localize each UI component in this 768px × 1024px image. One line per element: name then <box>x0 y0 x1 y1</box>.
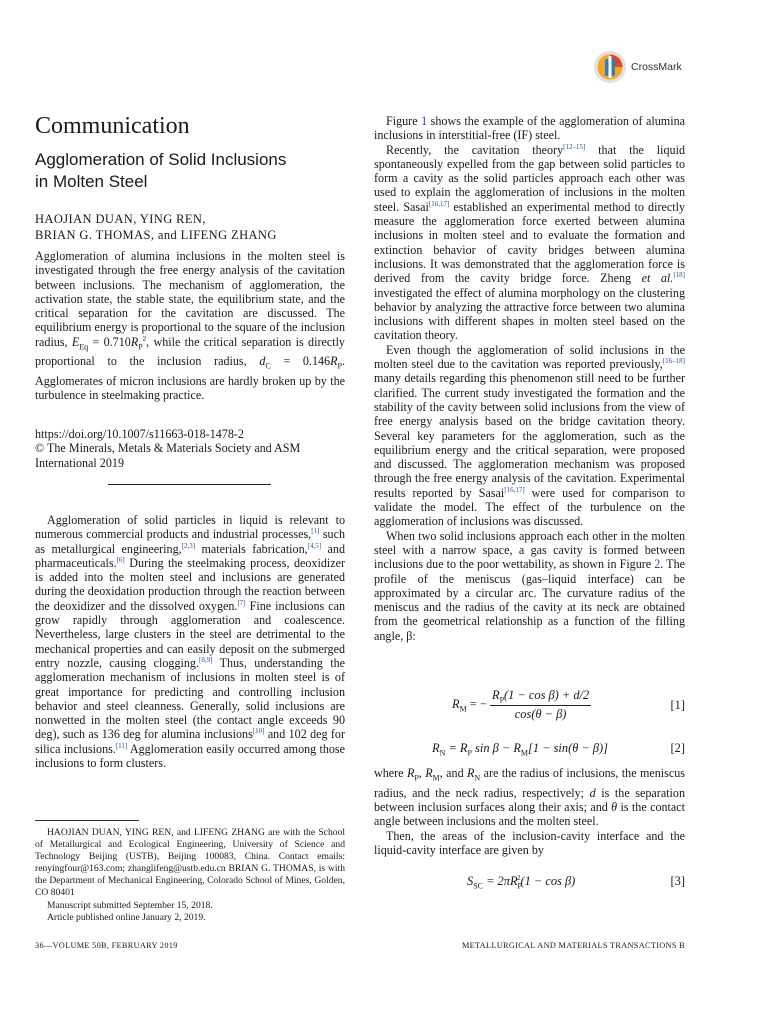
section-divider <box>108 484 271 485</box>
intro-paragraph: Agglomeration of solid particles in liquid is relevant to numerous commercial products and industrial processes,[1] such as metallurgical engineering,[2,3] materials fabrication,[4,5] and pharmaceuticals.[6] During the steelmaking process, deoxidizer is added into the molten steel and inclusions are generated during the deoxidation production through the reaction between the deoxidizer and the dissolved oxygen.[7] Fine inclusions can grow rapidly through agglomeration and coalescence. Nevertheless, large clusters in the steel are detrimental to the mechanical properties and can easily deposit on the submerged entry nozzle, causing clogging.[8,9] Thus, understanding the agglomeration mechanism of inclusions in molten steel is of great importance for predicting and controlling inclusion behavior and steel cleanness. Generally, solid inclusions are nonwetted in the molten steel (the contact angle exceeds 90 deg), such as 136 deg for alumina inclusions[10] and 102 deg for silica inclusions.[11] Agglomeration easily occurred among those inclusions to form clusters. <box>35 513 346 771</box>
equation-number: [1] <box>670 698 685 712</box>
title-line-2: in Molten Steel <box>35 172 148 191</box>
article-type-kicker: Communication <box>35 113 190 139</box>
affiliation-note: HAOJIAN DUAN, YING REN, and LIFENG ZHANG are with the School of Metallurgical and Ecological Engineering, University of Science and Technology Beijing (USTB), Beijing 100083, China. Contact emails: renyingfour@163.com; zhanglifeng@ustb.edu.cn BRIAN G. THOMAS, is with the Department of Mechanical Engineering, Colorado School of Mines, Golden, CO 80401 <box>35 827 345 899</box>
citation[interactable]: [18] <box>673 271 685 280</box>
citation[interactable]: [8,9] <box>199 655 213 664</box>
crossmark-icon <box>593 50 627 84</box>
authors-line-2: BRIAN G. THOMAS, and LIFENG ZHANG <box>35 228 277 242</box>
citation[interactable]: [4,5] <box>307 541 322 550</box>
citation[interactable]: [7] <box>237 598 246 607</box>
paragraph: When two solid inclusions approach each other in the molten steel with a narrow space, a gas cavity is formed between inclusions due to the poor wettability, as shown in Figure 2. The profile of the meniscus (gas–liquid interface) can be approximated by a circular arc. The curvature radius of the meniscus and the radius of the cavity at its neck are obtained from the geometrical relationship as a function of the filling angle, β: <box>374 528 685 643</box>
right-column-lower <box>374 766 685 857</box>
equation-number: [3] <box>670 874 685 888</box>
footnote-rule <box>35 820 139 821</box>
equation-1: $R_M$ = − $\frac{R_P(1 - \cos \beta) + d/2}{\cos(\theta - \beta)}$ [1] <box>452 688 685 722</box>
doi-link[interactable]: https://doi.org/10.1007/s11663-018-1478-2 <box>35 427 244 441</box>
citation[interactable]: [10] <box>252 727 265 736</box>
doi-block <box>35 427 345 470</box>
citation[interactable]: [16,17] <box>504 485 525 494</box>
equation-3: $S_{SC} = 2\pi R_P^2(1 - \cos \beta)$ [3] <box>467 874 685 891</box>
citation[interactable]: [16–18] <box>662 357 685 366</box>
submitted-date: Manuscript submitted September 15, 2018. <box>47 899 213 911</box>
page-footer-right: METALLURGICAL AND MATERIALS TRANSACTIONS B <box>461 941 685 950</box>
published-date: Article published online January 2, 2019. <box>47 911 206 923</box>
right-column <box>374 114 685 643</box>
paragraph: Even though the agglomeration of solid inclusions in the molten steel due to the cavitation was reported previously,[16–18] many details regarding this phenomenon still need to be further clarified. The current study investigated the formation and the stability of the cavity between solid inclusions from the view of free energy analysis based on the bridge cavitation theory. Several key parameters for the agglomeration, such as the equilibrium energy and the critical separation, were proposed and discussed. The agglomeration mechanism was proposed through the free energy analysis of the cavitation. Experimental results reported by Sasai[16,17] were used for comparison to validate the model. The effect of the turbulence on the agglomeration of inclusions was discussed. <box>374 342 685 529</box>
citation[interactable]: [11] <box>115 741 128 750</box>
citation[interactable]: [12–15] <box>563 142 586 151</box>
citation[interactable]: [2,3] <box>181 541 196 550</box>
authors-line-1: HAOJIAN DUAN, YING REN, <box>35 212 206 226</box>
equation-number: [2] <box>670 741 685 755</box>
fraction: $\frac{R_P(1 - \cos \beta) + d/2}{\cos(\theta - \beta)}$ <box>491 688 590 722</box>
crossmark-label: CrossMark <box>631 61 682 73</box>
figure-link[interactable]: 2 <box>654 557 661 572</box>
equation-2: $R_N = R_P$ $\sin \beta - R_M[1 - \sin(\theta - \beta)]$ [2] <box>432 741 685 758</box>
copyright-notice: © The Minerals, Metals & Materials Society and ASM International 2019 <box>35 441 301 470</box>
abstract: Agglomeration of alumina inclusions in the molten steel is investigated through the free energy analysis of the cavitation between inclusions. The mechanism of agglomeration, the activation state, the stable state, the equilibrium state, and the critical separation for the cavitation are discussed. The equilibrium energy is proportional to the square of the inclusion radius, $E_{Eq} = 0.710R_P^2$, while the critical separation is directly proportional to the inclusion radius, $d_C = 0.146R_P$. Agglomerates of micron inclusions are hardly broken up by the turbulence in steelmaking practice. <box>35 249 345 403</box>
paragraph: Figure 1 shows the example of the agglomeration of alumina inclusions in interstitial-free (IF) steel. <box>374 114 685 143</box>
crossmark-badge[interactable] <box>593 50 682 84</box>
author-list <box>35 211 277 243</box>
citation[interactable]: [1] <box>311 527 320 536</box>
figure-link[interactable]: 1 <box>421 114 428 128</box>
paragraph: where $R_P$, $R_M$, and $R_N$ are the radius of inclusions, the meniscus radius, and the neck radius, respectively; d is the separation between inclusion surfaces along their axis; and θ is the contact angle between inclusions and the molten steel. <box>374 766 685 829</box>
author-footnote <box>35 827 345 924</box>
citation[interactable]: [6] <box>116 555 125 564</box>
title-line-1: Agglomeration of Solid Inclusions <box>35 150 287 169</box>
paragraph: Then, the areas of the inclusion-cavity interface and the liquid-cavity interface are given by <box>374 828 685 857</box>
page-footer-left: 36—VOLUME 50B, FEBRUARY 2019 <box>35 941 178 950</box>
article-title <box>35 149 286 193</box>
citation[interactable]: [16,17] <box>428 199 450 208</box>
paragraph: Recently, the cavitation theory[12–15] that the liquid spontaneously expelled from the gap between solid particles to form a cavity as the solid particles approach each other was used to explain the agglomeration of inclusions in the molten steel. Sasai[16,17] established an experimental method to directly measure the agglomeration force exerted between alumina inclusions in molten steel and to evaluate the formation and extinction behavior of cavity bridges between alumina inclusions. It was demonstrated that the agglomeration force is derived from the cavity bridge force. Zheng et al.[18] investigated the effect of alumina morphology on the clustering behavior by analyzing the attractive force between two alumina inclusions with different shapes in molten steel based on the cavitation theory. <box>374 142 685 343</box>
